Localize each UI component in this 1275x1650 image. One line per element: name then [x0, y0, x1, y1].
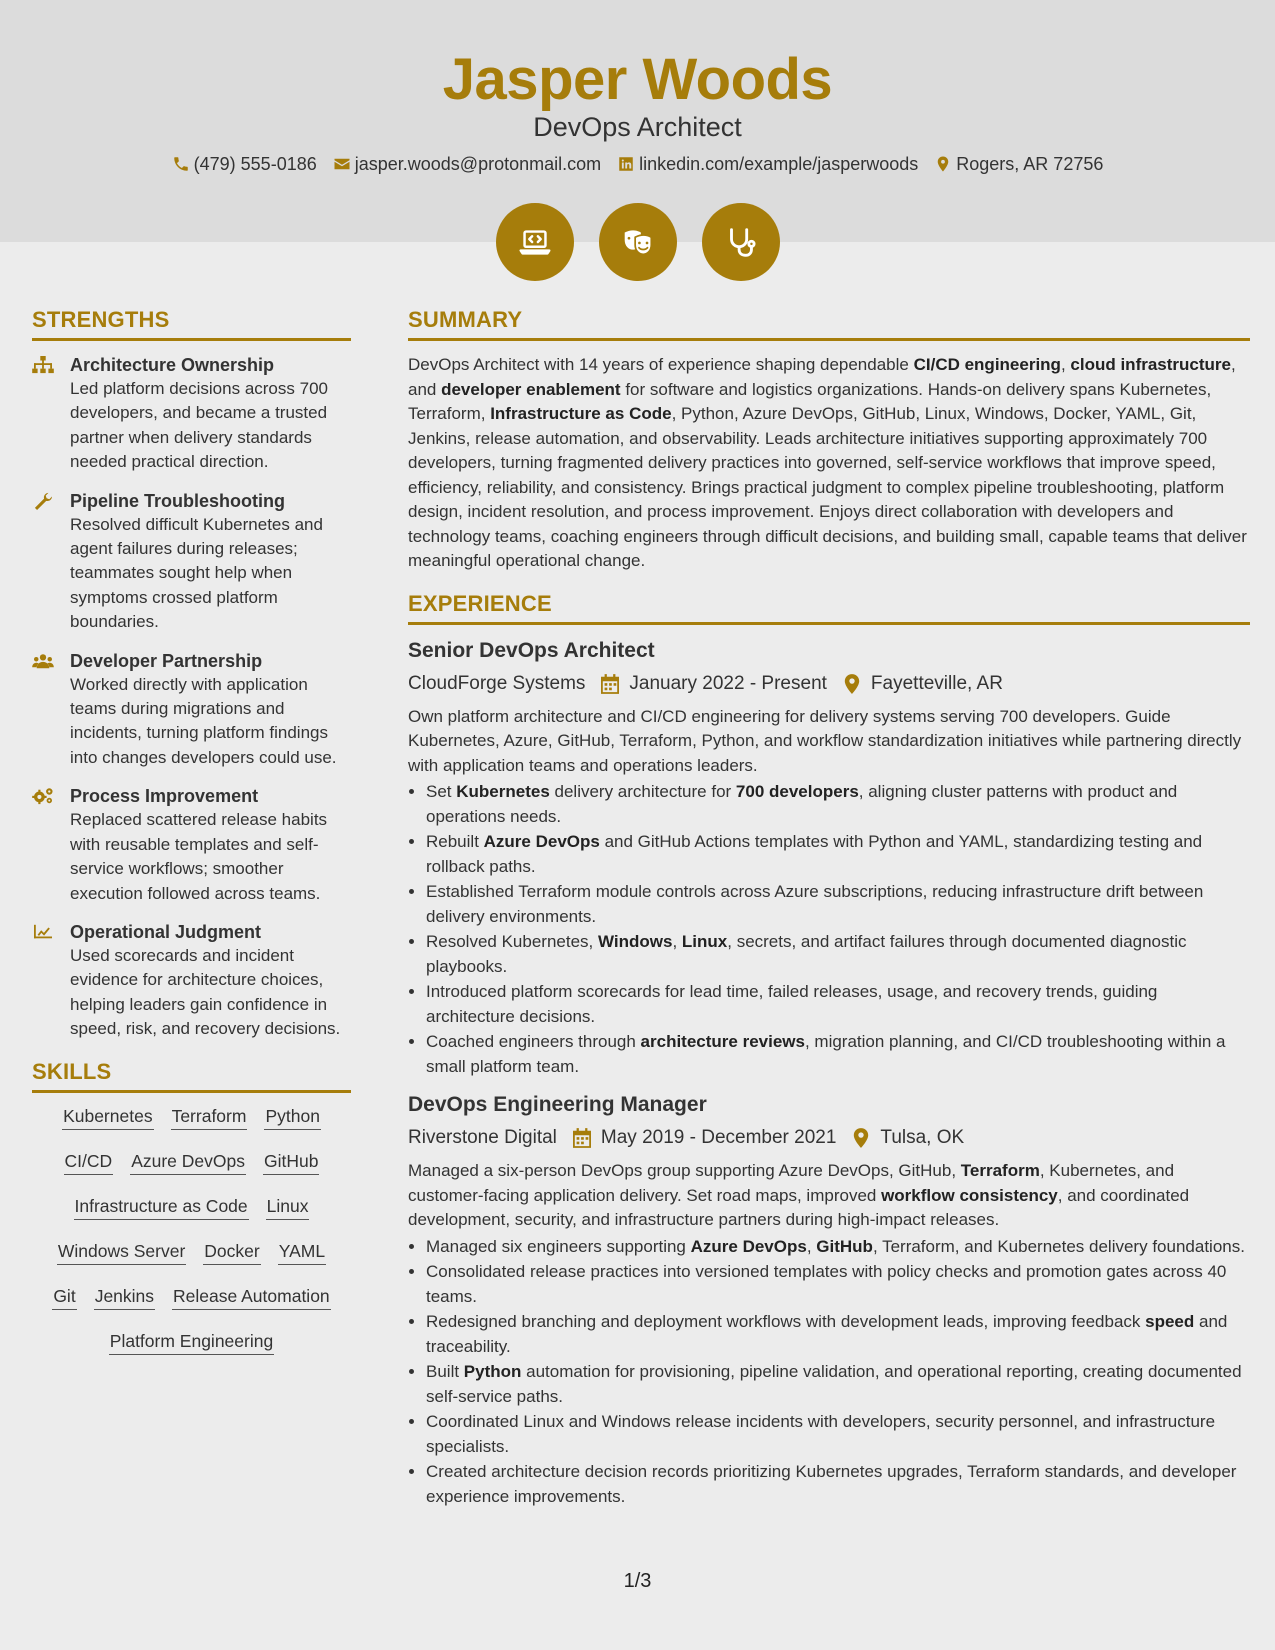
bullet-text: , [806, 1236, 817, 1256]
job-bullet [426, 1310, 1250, 1359]
right-column [408, 306, 1250, 1510]
skill-row [32, 1195, 351, 1240]
summary-text: for software and logistics organizations. Hands-on delivery spans Kubernetes, Terraform, [408, 379, 1212, 423]
bullet-emphasis: Azure DevOps [690, 1236, 807, 1256]
contact-linkedin[interactable] [617, 152, 918, 176]
strengths-heading: STRENGTHS [32, 306, 351, 341]
skill-tag: Infrastructure as Code [74, 1195, 249, 1220]
strength-item [32, 489, 351, 635]
bullet-text: delivery architecture for [549, 782, 736, 801]
strength-item [32, 920, 351, 1042]
summary-text [408, 353, 1250, 574]
job-dates [573, 1125, 837, 1151]
bullet-text: Managed six engineers supporting [426, 1236, 691, 1256]
bullet-text: , secrets, and artifact failures through documented diagnostic playbooks. [426, 932, 1187, 976]
map-pin-icon [852, 1128, 870, 1148]
job-description [408, 705, 1250, 779]
skill-tag: Docker [203, 1240, 260, 1265]
bullet-text: Redesigned branching and deployment workflows with development leads, improving feedback [426, 1312, 1146, 1331]
strength-desc: Used scorecards and incident evidence for architecture choices, helping leaders gain confidence in speed, risk, and recovery decisions. [70, 945, 341, 1039]
job-dates [601, 671, 827, 697]
summary-text: , [1060, 355, 1071, 374]
candidate-name: Jasper Woods [442, 47, 833, 112]
strength-item [32, 784, 351, 906]
bullet-emphasis: architecture reviews [640, 1032, 805, 1051]
contact-phone[interactable] [172, 152, 317, 176]
contact-location [934, 152, 1103, 176]
job-company: Riverstone Digital [408, 1127, 557, 1148]
skill-tag: CI/CD [64, 1150, 114, 1175]
skill-row [32, 1105, 351, 1150]
skill-tag: Terraform [171, 1105, 248, 1130]
bullet-text: and GitHub Actions templates with Python and YAML, standardizing testing and rollback paths. [426, 832, 1203, 876]
contact-phone-text: (479) 555-0186 [193, 154, 317, 174]
job-entry [408, 637, 1250, 1080]
summary-text: DevOps Architect with 14 years of experience shaping dependable [408, 355, 914, 374]
calendar-icon [573, 1128, 591, 1148]
skill-tag: Linux [266, 1195, 310, 1220]
strength-title: Pipeline Troubleshooting [70, 490, 286, 511]
bullet-text: Introduced platform scorecards for lead time, failed releases, usage, and recovery trends, guiding architecture decisions. [426, 982, 1158, 1026]
users-icon [32, 652, 54, 670]
phone-icon [172, 155, 190, 173]
bullet-emphasis: 700 developers [735, 782, 859, 801]
strength-title: Process Improvement [70, 786, 259, 807]
job-bullet [426, 1460, 1250, 1509]
skill-tag: Jenkins [94, 1285, 155, 1310]
theater-masks-icon [619, 223, 657, 261]
job-description-text: Managed a six-person DevOps group supporting Azure DevOps, GitHub, [408, 1161, 961, 1180]
skill-tag: Release Automation [172, 1285, 331, 1310]
job-description [408, 1159, 1250, 1233]
bullet-text: Coordinated Linux and Windows release incidents with developers, security personnel, and infrastructure specialists. [426, 1412, 1216, 1456]
strength-desc: Led platform decisions across 700 developers, and became a trusted partner when delivery standards needed practical direction. [70, 379, 328, 472]
bullet-text: Established Terraform module controls across Azure subscriptions, reducing infrastructure drift between delivery environments. [426, 882, 1204, 926]
job-bullet [426, 780, 1250, 829]
skill-row [32, 1150, 351, 1195]
left-column [32, 306, 351, 1375]
skill-tag: Platform Engineering [109, 1330, 274, 1355]
strength-title: Architecture Ownership [70, 355, 275, 375]
job-dates-text: May 2019 - December 2021 [600, 1127, 837, 1148]
gears-icon [32, 787, 54, 805]
map-pin-icon [843, 674, 861, 694]
bullet-emphasis: Kubernetes [456, 782, 550, 801]
bullet-emphasis: Python [463, 1362, 522, 1381]
chart-line-icon [32, 923, 54, 941]
job-meta [408, 1125, 1250, 1151]
page-number: 1/3 [623, 1570, 652, 1592]
job-location [852, 1125, 964, 1151]
bullet-text: , Terraform, and Kubernetes delivery foundations. [872, 1236, 1245, 1256]
candidate-role: DevOps Architect [533, 112, 742, 142]
skill-row [32, 1285, 351, 1330]
bullet-emphasis: Azure DevOps [483, 832, 600, 851]
summary-text: , and [408, 355, 1236, 399]
job-title: Senior DevOps Architect [408, 638, 655, 662]
contact-email-text: jasper.woods@protonmail.com [354, 154, 602, 174]
job-title: DevOps Engineering Manager [408, 1093, 707, 1116]
skill-tag: Azure DevOps [130, 1150, 246, 1175]
job-description-text: Own platform architecture and CI/CD engineering for delivery systems serving 700 developers. Guide Kubernetes, Azure, GitHub, Terraform, Python, and workflow standardization initiatives while partnering directly with application teams and operations leaders. [408, 706, 1242, 775]
hobby-circle [599, 203, 677, 281]
job-bullet [426, 980, 1250, 1029]
hobby-circle [496, 203, 574, 281]
bullet-text: and traceability. [426, 1312, 1228, 1356]
map-pin-icon [934, 155, 952, 173]
job-company: CloudForge Systems [408, 672, 586, 694]
bullet-text: , migration planning, and CI/CD troubleshooting within a small platform team. [426, 1032, 1226, 1076]
job-bullet [426, 830, 1250, 879]
strength-title: Operational Judgment [70, 921, 262, 942]
linkedin-icon [617, 155, 635, 173]
skill-tag: Windows Server [57, 1240, 186, 1265]
bullet-text: Consolidated release practices into versioned templates with policy checks and promotion gates across 40 teams. [426, 1262, 1227, 1306]
experience-list [408, 637, 1250, 1510]
job-location-text: Tulsa, OK [880, 1127, 965, 1148]
skill-row [32, 1330, 351, 1375]
contact-bar [0, 152, 1275, 176]
bullet-emphasis: Windows [598, 932, 673, 951]
skills-list [32, 1105, 351, 1375]
skill-tag: Kubernetes [62, 1105, 154, 1130]
bullet-text: Built [426, 1362, 464, 1381]
skill-tag: Python [264, 1105, 320, 1130]
bullet-text: Set [426, 782, 457, 801]
bullet-emphasis: GitHub [816, 1236, 873, 1256]
bullet-text: Rebuilt [426, 832, 484, 851]
job-bullet [426, 880, 1250, 929]
summary-emphasis: cloud infrastructure [1070, 355, 1231, 374]
bullet-text: , aligning cluster patterns with product and operations needs. [426, 782, 1178, 826]
job-location-text: Fayetteville, AR [870, 672, 1003, 694]
strength-item [32, 649, 351, 771]
bullet-text: Created architecture decision records prioritizing Kubernetes upgrades, Terraform standards, and developer experience improvements. [426, 1462, 1237, 1506]
job-bullet [426, 1235, 1250, 1260]
contact-linkedin-text: linkedin.com/example/jasperwoods [639, 154, 919, 174]
job-bullet [426, 930, 1250, 979]
contact-location-text: Rogers, AR 72756 [956, 154, 1104, 174]
strength-desc: Resolved difficult Kubernetes and agent failures during releases; teammates sought help when symptoms crossed platform boundaries. [70, 514, 323, 632]
stethoscope-icon [722, 223, 760, 261]
summary-heading: SUMMARY [408, 306, 1250, 341]
strength-item [32, 353, 351, 475]
laptop-code-icon [516, 223, 554, 261]
contact-email[interactable] [333, 152, 601, 176]
job-entry [408, 1091, 1250, 1509]
job-description-emphasis: Terraform [960, 1161, 1040, 1180]
summary-emphasis: Infrastructure as Code [490, 404, 672, 423]
skills-heading: SKILLS [32, 1058, 351, 1093]
job-meta [408, 671, 1250, 697]
summary-emphasis: CI/CD engineering [913, 355, 1061, 374]
envelope-icon [333, 155, 351, 173]
sitemap-icon [32, 356, 54, 374]
job-description-emphasis: workflow consistency [881, 1185, 1058, 1205]
bullet-emphasis: speed [1145, 1312, 1195, 1331]
job-description-text: , Kubernetes, and customer-facing application delivery. Set road maps, improved [408, 1161, 1175, 1205]
bullet-text: , [672, 932, 682, 951]
bullet-text: Coached engineers through [426, 1032, 641, 1051]
job-bullet [426, 1360, 1250, 1409]
job-bullet [426, 1030, 1250, 1079]
strength-desc: Worked directly with application teams during migrations and incidents, turning platform findings into changes developers could use. [70, 674, 337, 767]
summary-emphasis: developer enablement [441, 379, 621, 399]
summary-text: , Python, Azure DevOps, GitHub, Linux, Windows, Docker, YAML, Git, Jenkins, release automation, and observability. Leads architecture initiatives supporting approximately 700 developers, turning fragmented delivery practices into governed, self-service workflows that improve speed, efficiency, reliability, and consistency. Brings practical judgment to complex pipeline troubleshooting, platform design, incident resolution, and process improvement. Enjoys direct collaboration with developers and technology teams, coaching engineers through difficult decisions, and building small, capable teams that deliver meaningful operational change. [408, 404, 1247, 570]
hobby-circle [702, 203, 780, 281]
skill-row [32, 1240, 351, 1285]
job-bullets [408, 780, 1250, 1079]
job-bullet [426, 1260, 1250, 1309]
bullet-text: Resolved Kubernetes, [426, 932, 598, 951]
job-bullet [426, 1410, 1250, 1459]
calendar-icon [601, 674, 619, 694]
skill-tag: GitHub [263, 1150, 319, 1175]
bullet-emphasis: Linux [681, 932, 728, 951]
hobby-icons [0, 203, 1275, 281]
strength-title: Developer Partnership [70, 650, 263, 671]
skill-tag: YAML [278, 1240, 326, 1265]
bullet-text: automation for provisioning, pipeline validation, and operational reporting, creating documented self-service paths. [426, 1362, 1242, 1406]
strength-desc: Replaced scattered release habits with reusable templates and self-service workflows; smoother execution followed across teams. [70, 810, 328, 903]
job-dates-text: January 2022 - Present [629, 672, 827, 694]
job-description-text: , and coordinated development, security, and infrastructure partners during high-impact releases. [408, 1185, 1190, 1229]
skill-tag: Git [52, 1285, 76, 1310]
wrench-icon [32, 492, 54, 510]
job-location [843, 671, 1003, 697]
job-bullets [408, 1235, 1250, 1510]
experience-heading: EXPERIENCE [408, 590, 1250, 625]
